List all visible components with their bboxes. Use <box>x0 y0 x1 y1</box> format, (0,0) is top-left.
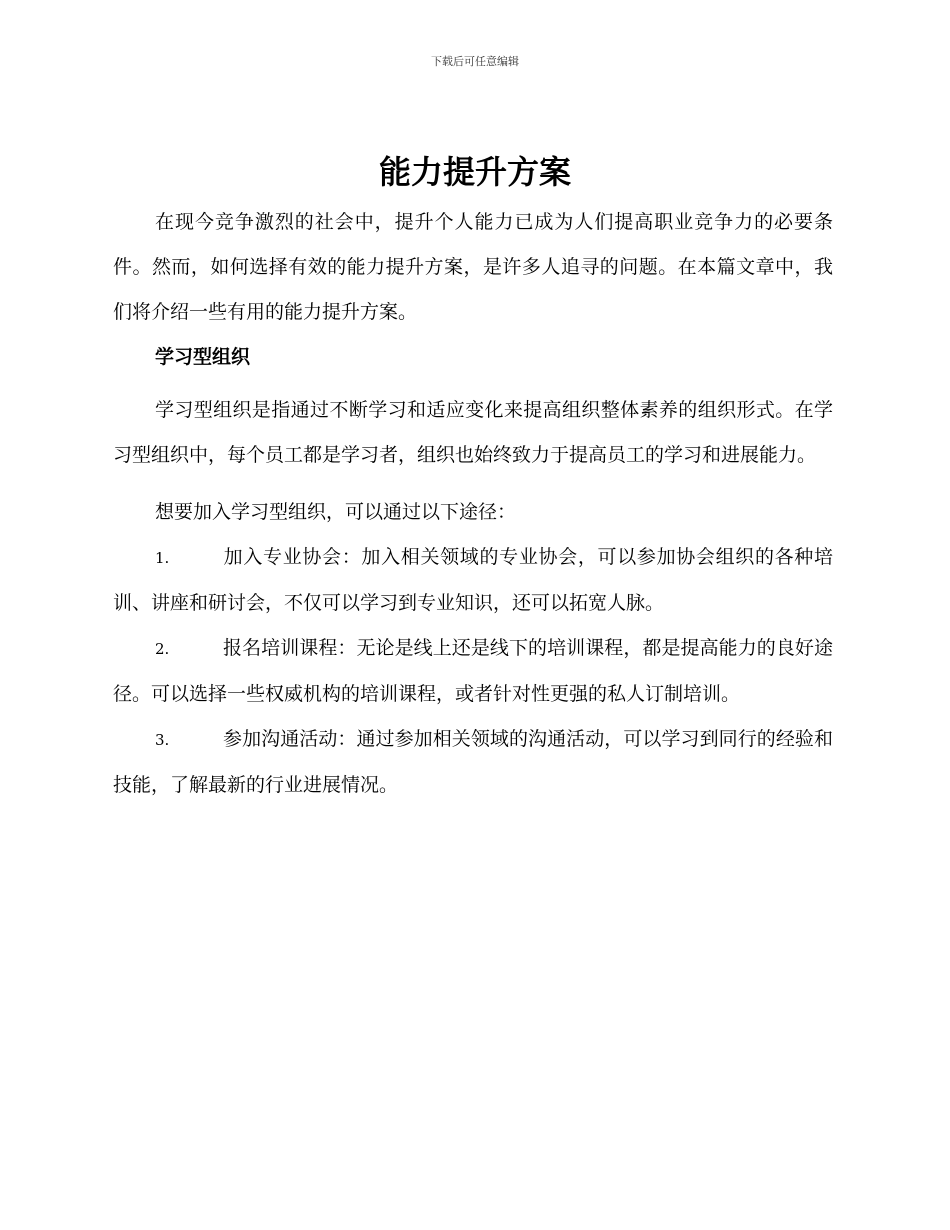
lead-in-paragraph: 想要加入学习型组织，可以通过以下途径： <box>155 501 517 523</box>
page-header-note: 下载后可任意编辑 <box>431 55 519 68</box>
list-item <box>113 717 833 808</box>
document-title: 能力提升方案 <box>378 153 571 191</box>
list-item-number: 1. <box>155 549 170 567</box>
list-item-text: 参加沟通活动：通过参加相关领域的沟通活动，可以学习到同行的经验和技能，了解最新的行业进展情况。 <box>113 728 833 796</box>
list-item <box>113 535 833 626</box>
list-item-text: 报名培训课程：无论是线上还是线下的培训课程，都是提高能力的良好途径。可以选择一些权威机构的培训课程，或者针对性更强的私人订制培训。 <box>113 637 833 705</box>
list-item-number: 2. <box>155 640 170 658</box>
definition-paragraph: 学习型组织是指通过不断学习和适应变化来提高组织整体素养的组织形式。在学习型组织中，每个员工都是学习者，组织也始终致力于提高员工的学习和进展能力。 <box>113 399 833 466</box>
list-item-text: 加入专业协会：加入相关领域的专业协会，可以参加协会组织的各种培训、讲座和研讨会，不仅可以学习到专业知识，还可以拓宽人脉。 <box>113 546 833 614</box>
list-item-number: 3. <box>155 731 170 749</box>
intro-paragraph: 在现今竞争激烈的社会中，提升个人能力已成为人们提高职业竞争力的必要条件。然而，如何选择有效的能力提升方案，是许多人追寻的问题。在本篇文章中，我们将介绍一些有用的能力提升方案。 <box>113 211 833 323</box>
section-heading: 学习型组织 <box>155 346 251 368</box>
list-item <box>113 626 833 717</box>
document-body <box>113 200 833 808</box>
